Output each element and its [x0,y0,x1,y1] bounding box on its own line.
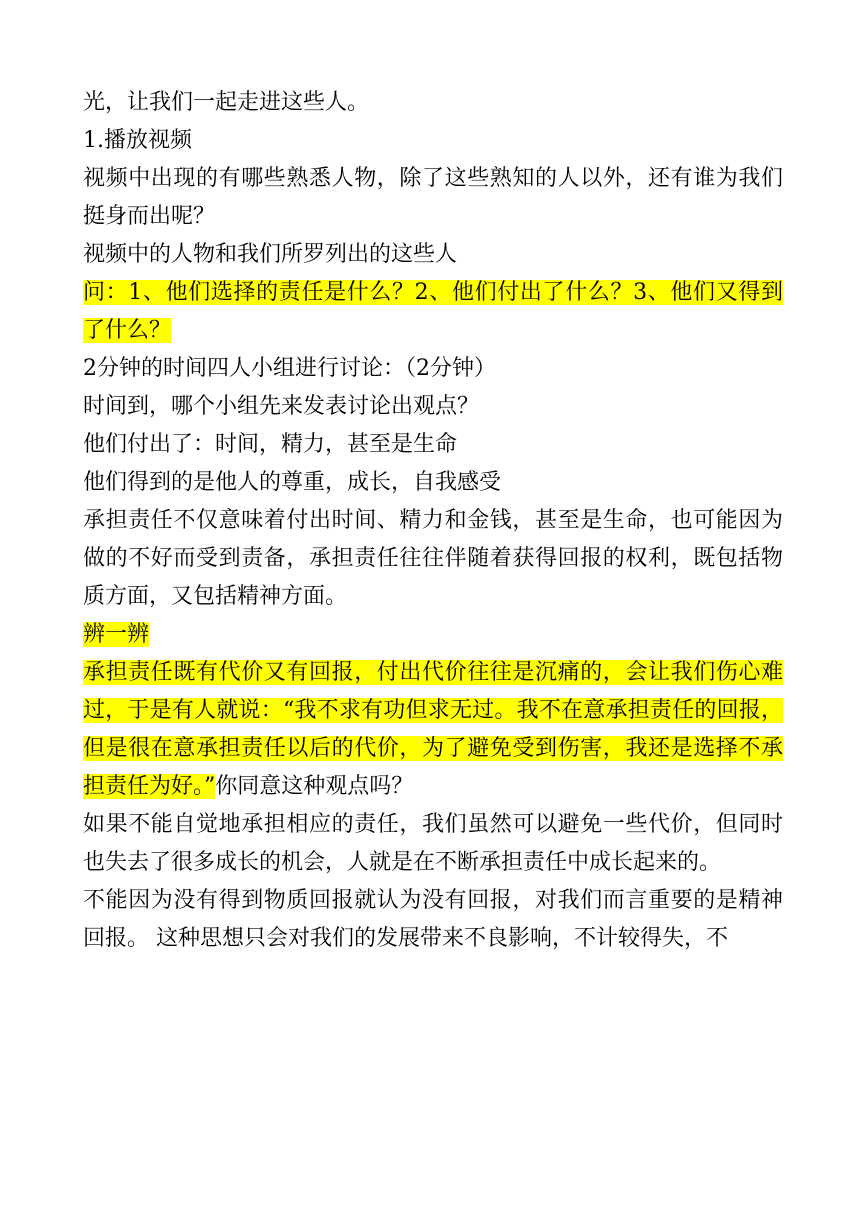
paragraph-what-they-got: 他们得到的是他人的尊重，成长，自我感受 [83,470,502,495]
paragraph-time-up: 时间到，哪个小组先来发表讨论出观点？ [83,394,480,419]
highlighted-text: 承担责任既有代价又有回报，付出代价往往是沉痛的，会让我们伤心难过，于是有人就说：“我不求有功但求无过。我不在意承担责任的回报，但是很在意承担责任以后的代价，为了避免受到伤害，我还是选择不承担责任为好。” [83,660,783,799]
paragraph-group-discussion: 2分钟的时间四人小组进行讨论：（2分钟） [83,356,496,381]
paragraph-spiritual-reward: 不能因为没有得到物质回报就认为没有回报，对我们而言重要的是精神回报。 这种思想只会对我们的发展带来不良影响，不计较得失，不 [83,888,783,951]
document-page [83,84,783,958]
paragraph-what-they-gave: 他们付出了：时间，精力，甚至是生命 [83,432,458,457]
paragraph-video-people: 视频中的人物和我们所罗列出的这些人 [83,242,458,267]
highlighted-text: 辨一辨 [83,622,150,647]
paragraph-intro: 光，让我们一起走进这些人。 [83,90,370,115]
paragraph-play-video: 1.播放视频 [83,128,192,153]
paragraph-discussion-questions [83,274,783,350]
section-heading-debate [83,616,783,654]
paragraph-debate-prompt [83,654,783,806]
paragraph-growth: 如果不能自觉地承担相应的责任，我们虽然可以避免一些代价，但同时也失去了很多成长的机会，人就是在不断承担责任中成长起来的。 [83,812,783,875]
debate-question-tail: 你同意这种观点吗？ [215,774,414,799]
paragraph-video-question: 视频中出现的有哪些熟悉人物，除了这些熟知的人以外，还有谁为我们挺身而出呢？ [83,166,783,229]
highlighted-text: 问：1、他们选择的责任是什么？2、他们付出了什么？3、他们又得到了什么？ [83,280,783,343]
paragraph-responsibility-summary: 承担责任不仅意味着付出时间、精力和金钱，甚至是生命，也可能因为做的不好而受到责备，承担责任往往伴随着获得回报的权利，既包括物质方面，又包括精神方面。 [83,508,783,609]
